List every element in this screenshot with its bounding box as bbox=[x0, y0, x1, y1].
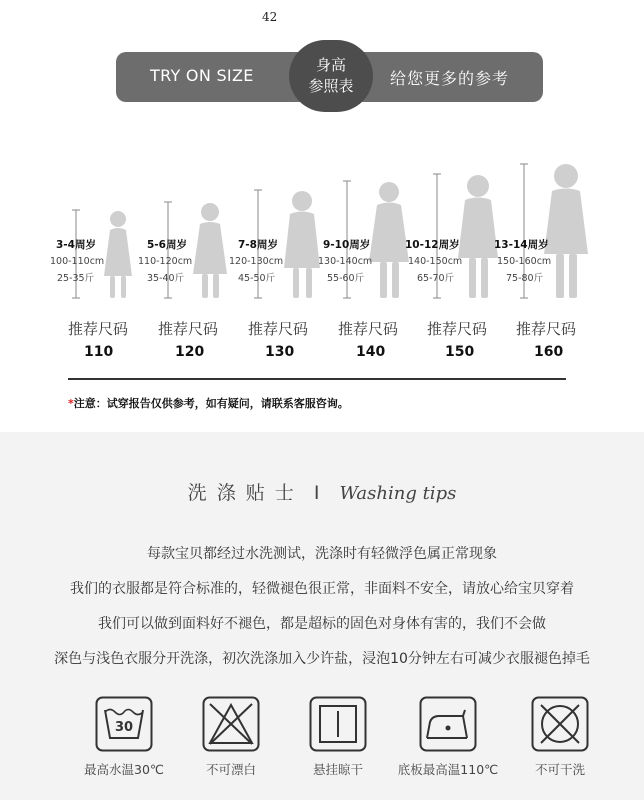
size-value: 140 bbox=[356, 344, 386, 360]
banner-left-text: TRY ON SIZE bbox=[150, 66, 254, 85]
wash-temp-text: 30 bbox=[114, 720, 134, 735]
weight-range: 75-80斤 bbox=[506, 273, 544, 284]
child-silhouette-160 bbox=[544, 164, 588, 298]
age-range: 5-6周岁 bbox=[147, 239, 187, 251]
weight-range: 65-70斤 bbox=[417, 273, 455, 284]
care-label-wash: 最高水温30℃ bbox=[84, 762, 164, 777]
weight-range: 35-40斤 bbox=[147, 273, 185, 284]
recommend-label: 推荐尺码 bbox=[516, 320, 577, 338]
iron-110-icon bbox=[419, 696, 477, 752]
weight-range: 55-60斤 bbox=[327, 273, 365, 284]
size-value: 120 bbox=[175, 344, 205, 360]
no-dry-clean-icon bbox=[531, 696, 589, 752]
height-range: 110-120cm bbox=[138, 256, 193, 267]
weight-range: 45-50斤 bbox=[238, 273, 276, 284]
tip-line-4: 深色与浅色衣服分开洗涤，初次洗涤加入少许盐，浸泡10分钟左右可减少衣服褪色掉毛 bbox=[54, 651, 590, 667]
tips-title-en: Washing tips bbox=[339, 483, 457, 504]
age-range: 13-14周岁 bbox=[494, 239, 549, 251]
age-range: 7-8周岁 bbox=[238, 239, 278, 251]
recommend-label: 推荐尺码 bbox=[338, 320, 399, 338]
tip-line-2: 我们的衣服都是符合标准的，轻微褪色很正常，非面料不安全，请放心给宝贝穿着 bbox=[70, 581, 574, 597]
badge-line-1: 身高 bbox=[315, 56, 346, 74]
height-range: 150-160cm bbox=[497, 256, 552, 267]
recommend-label: 推荐尺码 bbox=[248, 320, 309, 338]
child-silhouette-140 bbox=[369, 182, 409, 298]
height-range: 120-130cm bbox=[229, 256, 284, 267]
note-body: 试穿报告仅供参考，如有疑问，请联系客服咨询。 bbox=[106, 397, 349, 410]
size-value: 150 bbox=[445, 344, 475, 360]
tip-line-1: 每款宝贝都经过水洗测试，洗涤时有轻微浮色属正常现象 bbox=[147, 546, 497, 562]
child-silhouette-110 bbox=[104, 211, 132, 298]
badge-line-2: 参照表 bbox=[308, 77, 354, 95]
child-silhouette-130 bbox=[284, 191, 320, 298]
tip-line-3: 我们可以做到面料好不褪色，都是超标的固色对身体有害的，我们不会做 bbox=[98, 616, 546, 632]
no-bleach-icon bbox=[202, 696, 260, 752]
child-silhouette-150 bbox=[458, 175, 498, 298]
wash-30-icon bbox=[95, 696, 153, 752]
tips-title-separator: I bbox=[313, 482, 322, 504]
banner-right-text: 给您更多的参考 bbox=[390, 69, 510, 88]
height-range: 140-150cm bbox=[408, 256, 463, 267]
care-label-iron: 底板最高温110℃ bbox=[397, 762, 499, 777]
height-range: 130-140cm bbox=[318, 256, 373, 267]
note-label: 注意： bbox=[73, 397, 107, 410]
recommend-label: 推荐尺码 bbox=[427, 320, 488, 338]
washing-tips-title bbox=[0, 478, 644, 505]
recommend-label: 推荐尺码 bbox=[158, 320, 219, 338]
size-value: 160 bbox=[534, 344, 564, 360]
care-label-dry: 悬挂晾干 bbox=[312, 762, 363, 777]
hang-dry-icon bbox=[309, 696, 367, 752]
section-divider bbox=[68, 378, 566, 380]
size-value: 110 bbox=[84, 344, 114, 360]
age-range: 10-12周岁 bbox=[405, 239, 460, 251]
note-text bbox=[68, 395, 349, 411]
age-range: 9-10周岁 bbox=[323, 239, 371, 251]
height-figures bbox=[0, 0, 644, 320]
page-number: 42 bbox=[262, 10, 278, 24]
height-range: 100-110cm bbox=[50, 256, 105, 267]
size-value: 130 bbox=[265, 344, 295, 360]
child-silhouette-120 bbox=[193, 203, 227, 298]
care-label-dry-clean: 不可干洗 bbox=[534, 762, 585, 777]
note-star: * bbox=[68, 397, 74, 410]
weight-range: 25-35斤 bbox=[57, 273, 95, 284]
care-label-bleach: 不可漂白 bbox=[205, 762, 256, 777]
age-range: 3-4周岁 bbox=[56, 239, 96, 251]
recommend-label: 推荐尺码 bbox=[68, 320, 129, 338]
tips-title-cn: 洗 涤 贴 士 bbox=[187, 482, 296, 504]
